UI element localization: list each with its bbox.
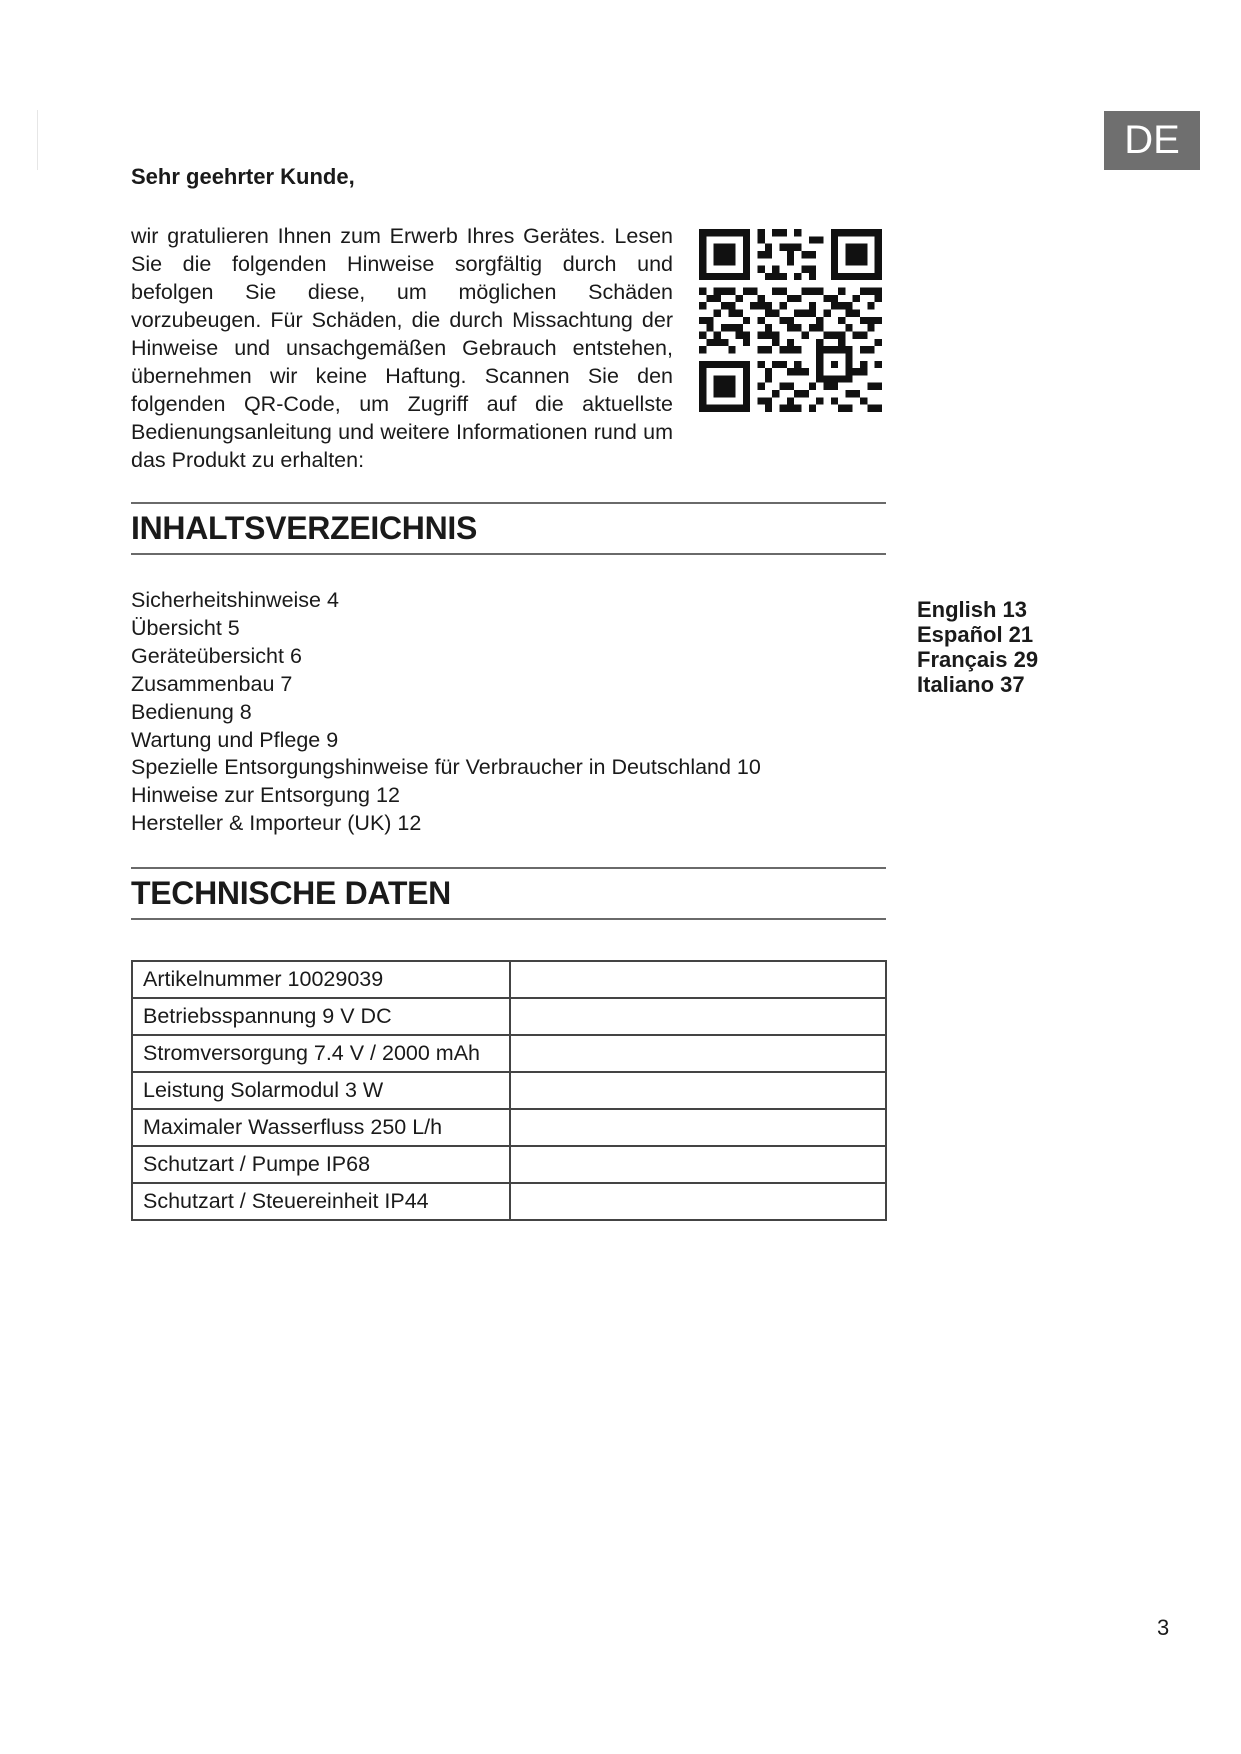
language-item-italian[interactable]: Italiano 37: [917, 672, 1025, 697]
table-row: [132, 1109, 886, 1146]
table-row: [132, 1035, 886, 1072]
language-item-spanish[interactable]: Español 21: [917, 622, 1034, 647]
spec-label: Schutzart / Steuereinheit IP44: [132, 1183, 510, 1220]
toc-item[interactable]: Hersteller & Importeur (UK) 12: [131, 811, 422, 836]
spec-value: [510, 998, 886, 1035]
spec-label: Betriebsspannung 9 V DC: [132, 998, 510, 1035]
toc-item[interactable]: Wartung und Pflege 9: [131, 727, 339, 752]
toc-bottom-rule: [131, 553, 886, 555]
qr-code[interactable]: [699, 229, 882, 412]
spec-label: Stromversorgung 7.4 V / 2000 mAh: [132, 1035, 510, 1072]
toc-item[interactable]: Zusammenbau 7: [131, 671, 293, 696]
toc-item[interactable]: Hinweise zur Entsorgung 12: [131, 783, 400, 808]
intro-paragraph: wir gratulieren Ihnen zum Erwerb Ihres Gerätes. Lesen Sie die folgenden Hinweise sorgfältig durch und befolgen Sie diese, um möglichen Schäden vorzubeugen. Für Schäden, die durch Missachtung der Hinweise und unsachgemäßen Gebrauch entstehen, übernehmen wir keine Haftung. Scannen Sie den folgenden QR-Code, um Zugriff auf die aktuellste Bedienungsanleitung und weitere Informationen rund um das Produkt zu erhalten:: [131, 224, 673, 472]
spec-value: [510, 961, 886, 998]
language-index: [917, 597, 1038, 697]
page-margin-mark: [37, 110, 38, 170]
toc-item[interactable]: Geräteübersicht 6: [131, 643, 302, 668]
language-item-english[interactable]: English 13: [917, 597, 1028, 622]
page-number: 3: [1157, 1615, 1170, 1640]
specs-top-rule: [131, 867, 886, 869]
spec-value: [510, 1146, 886, 1183]
language-badge: DE: [1104, 111, 1200, 170]
toc-item[interactable]: Spezielle Entsorgungshinweise für Verbraucher in Deutschland 10: [131, 755, 761, 780]
toc-item[interactable]: Bedienung 8: [131, 699, 252, 724]
spec-value: [510, 1035, 886, 1072]
spec-label: Schutzart / Pumpe IP68: [132, 1146, 510, 1183]
table-row: [132, 1072, 886, 1109]
specs-title: TECHNISCHE DATEN: [131, 875, 451, 911]
table-row: [132, 998, 886, 1035]
spec-label: Leistung Solarmodul 3 W: [132, 1072, 510, 1109]
table-row: [132, 1183, 886, 1220]
toc-list: [131, 587, 761, 838]
spec-label: Maximaler Wasserfluss 250 L/h: [132, 1109, 510, 1146]
specs-bottom-rule: [131, 918, 886, 920]
spec-value: [510, 1072, 886, 1109]
toc-top-rule: [131, 502, 886, 504]
toc-item[interactable]: Sicherheitshinweise 4: [131, 588, 339, 612]
spec-value: [510, 1109, 886, 1146]
greeting: Sehr geehrter Kunde,: [131, 164, 355, 189]
spec-value: [510, 1183, 886, 1220]
specs-table: [131, 960, 887, 1221]
table-row: [132, 961, 886, 998]
table-row: [132, 1146, 886, 1183]
spec-label: Artikelnummer 10029039: [132, 961, 510, 998]
toc-title: INHALTSVERZEICHNIS: [131, 510, 478, 546]
toc-item[interactable]: Übersicht 5: [131, 615, 240, 640]
language-item-french[interactable]: Français 29: [917, 647, 1039, 672]
